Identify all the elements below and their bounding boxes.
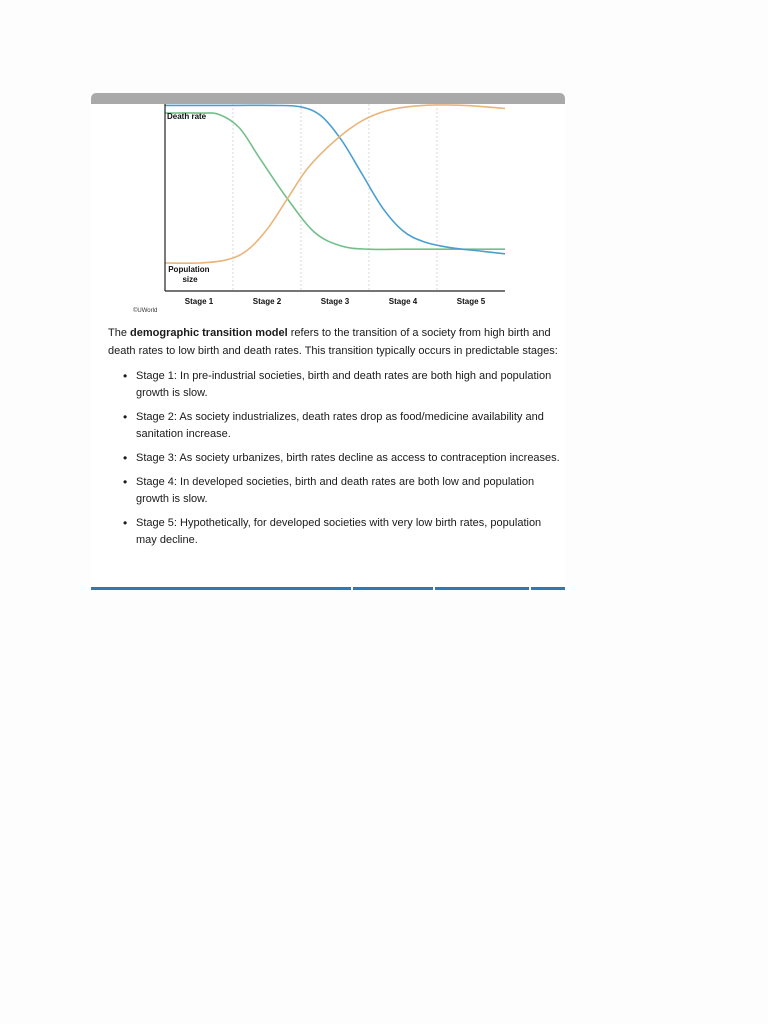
population-size-line	[165, 105, 505, 263]
death-rate-line	[165, 113, 505, 250]
intro-paragraph	[108, 324, 563, 360]
stage-item: • Stage 5: Hypothetically, for developed societies with very low birth rates, population may decline.	[136, 515, 563, 549]
birth-rate-line	[165, 105, 505, 254]
stage-item: • Stage 4: In developed societies, birth and death rates are both low and population growth is slow.	[136, 474, 563, 508]
x-tick-label: Stage 1	[184, 297, 214, 306]
copyright-notice: ©UWorld	[133, 308, 158, 314]
demographic-transition-chart	[91, 93, 565, 318]
population-size-label: Population size	[168, 265, 210, 284]
intro-term: demographic transition model	[130, 327, 288, 339]
chart-series	[165, 105, 505, 263]
x-tick-label: Stage 3	[320, 297, 350, 306]
x-tick-labels	[185, 297, 486, 306]
stages-list	[108, 368, 563, 549]
death-rate-label: Death rate	[167, 112, 207, 121]
stage-item: • Stage 3: As society urbanizes, birth rates decline as access to contraception increases.	[136, 450, 563, 467]
intro-lead: The	[108, 327, 131, 339]
intro-rest: refers to the transition of a society from high birth and death rates to low birth and death rates. This transition typically occurs in predictable stages:	[108, 327, 558, 357]
content-card	[91, 93, 565, 590]
x-tick-label: Stage 5	[456, 297, 486, 306]
explanation-text	[108, 324, 563, 556]
stage-item: • Stage 2: As society industrializes, death rates drop as food/medicine availability and sanitation increase.	[136, 409, 563, 443]
x-tick-label: Stage 4	[388, 297, 418, 306]
stage-item: • Stage 1: In pre-industrial societies, birth and death rates are both high and population growth is slow.	[136, 368, 563, 402]
card-bottom-rule	[91, 587, 565, 590]
x-tick-label: Stage 2	[252, 297, 282, 306]
